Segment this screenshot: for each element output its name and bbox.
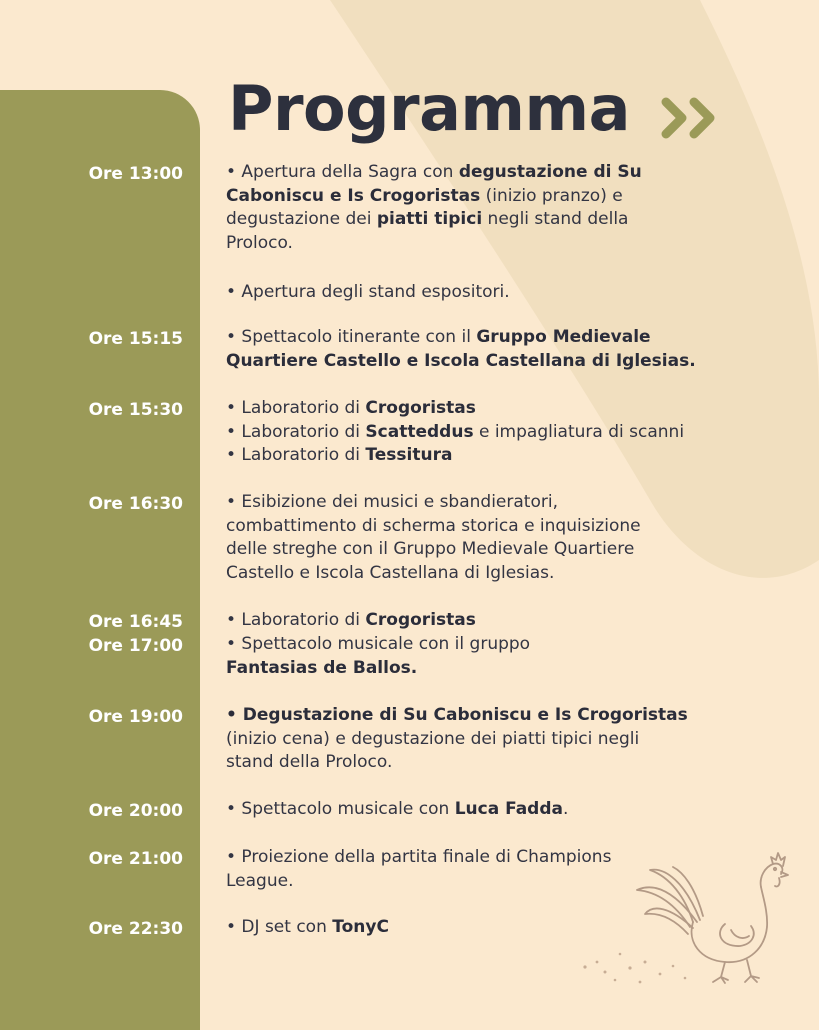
schedule-entry: • Esibizione dei musici e sbandieratori, combattimento di scherma storica e inquisizione delle streghe con il Gruppo Medievale Quartiere Castello e Iscola Castellana di Iglesias. xyxy=(226,492,641,583)
time-label: Ore 22:30 xyxy=(88,919,183,939)
double-chevron-right-icon xyxy=(660,96,722,140)
time-column-panel xyxy=(0,90,200,1030)
schedule-entry: • Spettacolo itinerante con il Gruppo Medievale Quartiere Castello e Iscola Castellana di Iglesias. xyxy=(226,327,696,371)
time-label: Ore 19:00 xyxy=(88,707,183,727)
time-label: Ore 20:00 xyxy=(88,801,183,821)
schedule-entry: • Laboratorio di Crogoristas xyxy=(226,610,476,630)
time-label: Ore 15:15 xyxy=(88,329,183,349)
schedule-entry: • Degustazione di Su Caboniscu e Is Crogoristas (inizio cena) e degustazione dei piatti tipici negli stand della Proloco. xyxy=(226,705,688,772)
time-label: Ore 16:45 xyxy=(88,612,183,632)
schedule-entry: • Spettacolo musicale con Luca Fadda. xyxy=(226,799,569,819)
page-title: Programma xyxy=(228,72,630,145)
schedule-entry: • Apertura della Sagra con degustazione di Su Caboniscu e Is Crogoristas (inizio pranzo) e degustazione dei piatti tipici negli stand della Proloco. xyxy=(226,162,642,253)
schedule-entry: • Laboratorio di Crogoristas • Laboratorio di Scatteddus e impagliatura di scanni • Laboratorio di Tessitura xyxy=(226,398,685,465)
time-label: Ore 21:00 xyxy=(88,849,183,869)
time-label: Ore 16:30 xyxy=(88,494,183,514)
time-label: Ore 17:00 xyxy=(88,636,183,656)
rooster-illustration xyxy=(575,842,790,987)
time-label: Ore 15:30 xyxy=(88,400,183,420)
schedule-entry: • Spettacolo musicale con il gruppo Fantasias de Ballos. xyxy=(226,634,531,678)
time-label: Ore 13:00 xyxy=(88,164,183,184)
schedule-entry: • DJ set con TonyC xyxy=(226,917,389,937)
schedule-entry: • Proiezione della partita finale di Champions League. xyxy=(226,847,612,891)
schedule-entry: • Apertura degli stand espositori. xyxy=(226,282,510,302)
